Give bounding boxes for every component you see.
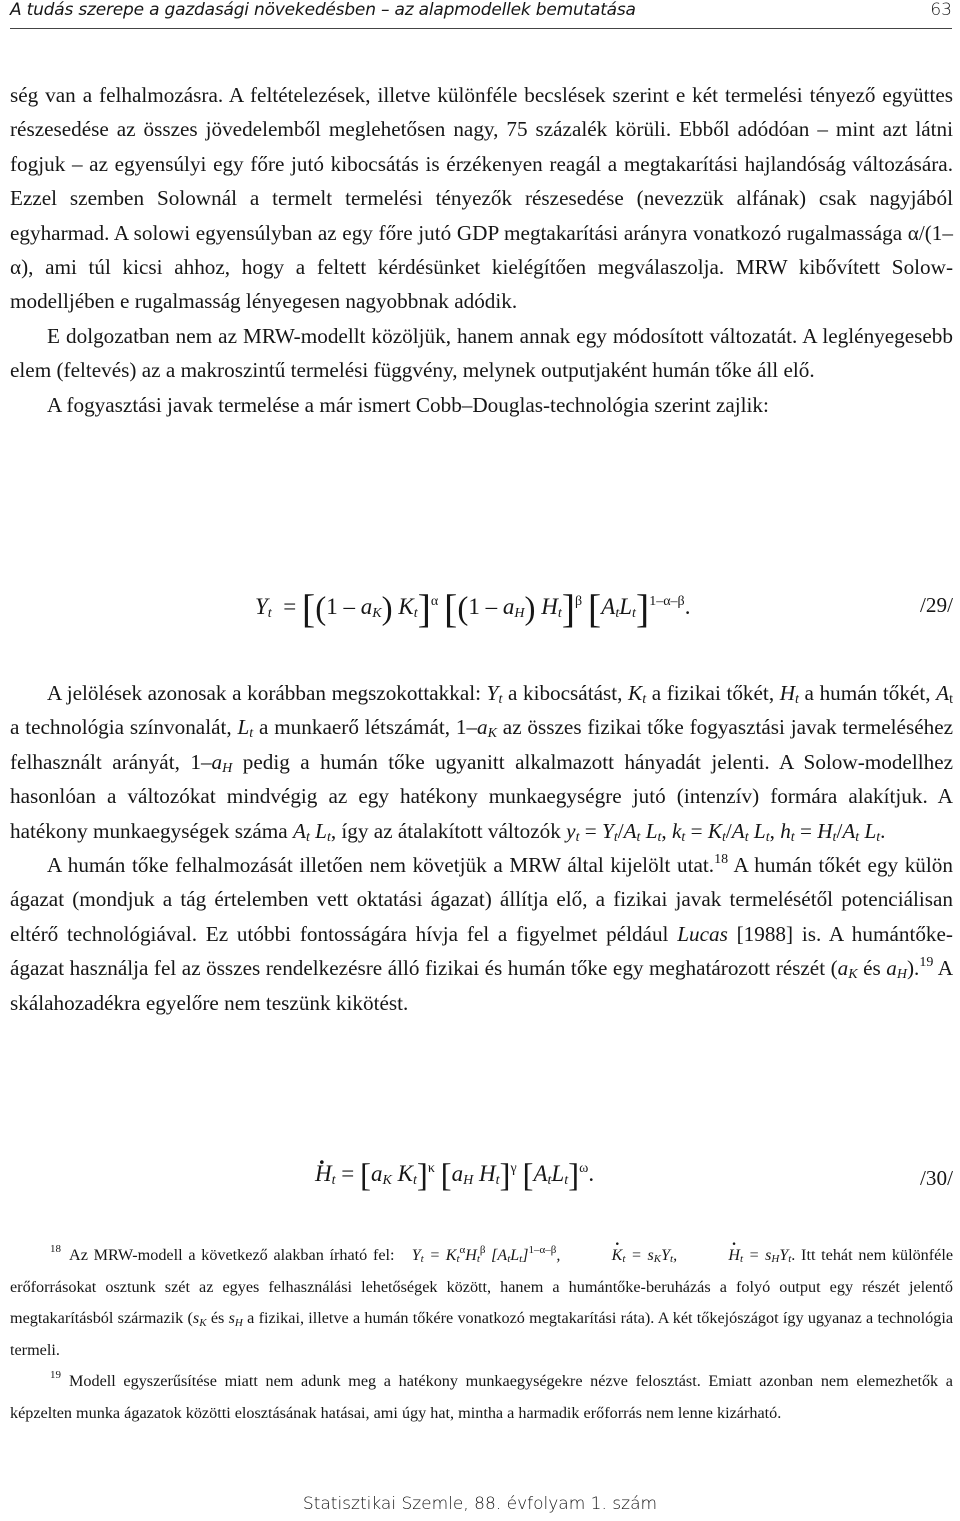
paragraph-3: A fogyasztási javak termelése a már ismert Cobb–Douglas-technológia szerint zajlik:: [47, 392, 769, 417]
paragraph-1: ség van a felhalmozásra. A feltételezések, illetve különféle becslések szerint e két termelési tényező együttes részesedése az összes jövedelemből meglehetősen nagy, 75 százalék körüli. Ebből adódóan – mint azt látni fogjuk – az egyensúlyi egy főre jutó kibocsátás is érzékenyen reagál a megtakarítási hajlandóság változására. Ezzel szemben Solownál a termelt termelési tényezők részesedése (nevezzük alfának) csak nagyjából egyharmad. A solowi egyensúlyban az egy főre jutó GDP megtakarítási arányra vonatkozó rugalmassága α/(1–α), ami túl kicsi ahhoz, hogy a feltett kérdésünket kielégítően megválaszolja. MRW kibővített Solow-modelljében e rugalmasság lényegesen nagyobbnak adódik.: [10, 83, 953, 314]
equation-29-formula: $Y_t = [(1 - a_K)$ $K_t]^\alpha$ [$(1 - a_H)$ $H_t]^\beta$ $[A_tL_t]^{1-\alpha-\beta}$.: [255, 586, 691, 631]
running-title: A tudás szerepe a gazdasági növekedésben – az alapmodellek bemutatása: [10, 0, 636, 20]
footnote-18-formula: $Yt = Kt^\alpha Ht^\beta$ [AtLt]$^{1-\alpha-\beta}$, · Kt = sKYt, · Ht = sHYt: [412, 1247, 792, 1264]
running-header: [10, 0, 952, 29]
paragraph-2: E dolgozatban nem az MRW-modellt közöljük, hanem annak egy módosított változatát. A leglényegesebb elem (feltevés) az a makroszintű termelési függvény, melynek outputjaként humán tőke áll elő.: [10, 323, 953, 383]
paragraph-5: A humán tőke felhalmozását illetően nem követjük a MRW által kijelölt utat.$^{18}$ A humán tőkét egy külön ágazat (mondjuk a tág értelemben vett oktatási ágazat) állítja elő, a fizikai javak termelésétől potenciálisan eltérő technológiával. Ez utóbbi fontosságára hívja fel a figyelmet például Lucas [1988] is. A humántőke-ágazat használja fel az összes rendelkezésre álló fizikai és humán tőke egy meghatározott részét ($a_K$ és $a_H).^{19}$ A skálahozadékra egyelőre nem teszünk kikötést.: [10, 852, 953, 1015]
paragraph-4: A jelölések azonosak a korábban megszokottakkal: $Y_t$ a kibocsátást, $K_t$ a fizikai tőkét, $H_t$ a humán tőkét, $A_t$ a technológia színvonalát, $L_t$ a munkaerő létszámát, $1-a_K$ az összes fizikai tőke fogyasztási javak termeléséhez felhasznált arányát, $1-a_H$ pedig a humán tőke ugyanitt alkalmazott hányadát jelenti. A Solow-modellhez hasonlóan a változókat mindvégig az egy hatékony munkaegységre jutó (intenzív) formára alakítjuk. A hatékony munkaegységek száma $A_t$ $L_t$, így az átalakított változók $y_t = Y_t/A_t$ $L_t$, $k_t = K_t/A_t$ $L_t$, $h_t = H_t/A_t$ $L_t$.: [10, 681, 954, 845]
body-text-continued: [10, 676, 953, 1020]
page-number: 63: [930, 0, 952, 20]
equation-30-number: /30/: [920, 1166, 953, 1190]
equation-29-number: /29/: [920, 593, 953, 617]
footnote-18: $^{18}$ Az MRW-modell a következő alakban írható fel: $Yt = Kt^\alpha Ht^\beta$ [AtLt]$^{1-\alpha-\beta}$, · Kt = sKYt, · Ht = sHYt. Itt tehát nem különféle erőforrásokat osztunk szét az egyes felhasználási lehetőségek között, hanem a humántőke-beruházás a folyó output egy részét jelentő megtakarításból származik ($s_K$ és $s_H$ a fizikai, illetve a humán tőkére vonatkozó megtakarítási ráta). A két tőkejószágot így ugyanaz a technológia termeli.: [10, 1240, 953, 1366]
page-footer: Statisztikai Szemle, 88. évfolyam 1. szám: [302, 1494, 658, 1514]
equation-30: [10, 1158, 953, 1210]
equation-29: [10, 585, 953, 637]
body-text: [10, 78, 953, 422]
footnote-19: $^{19}$ Modell egyszerűsítése miatt nem adunk meg a hatékony munkaegységekre nézve felosztást. Emiatt azonban nem elemezhetők a képzelten munka ágazatok közötti elosztásának hatásai, ami úgy hat, mintha a harmadik erőforrás nem lenne kizárható.: [10, 1369, 953, 1422]
footnotes: [10, 1240, 953, 1430]
equation-30-formula: · $H_t = [a_K$ $K_t]^\kappa$ [$a_H$ $H_t]^\gamma$ $[A_tL_t]^\omega$.: [315, 1158, 594, 1195]
